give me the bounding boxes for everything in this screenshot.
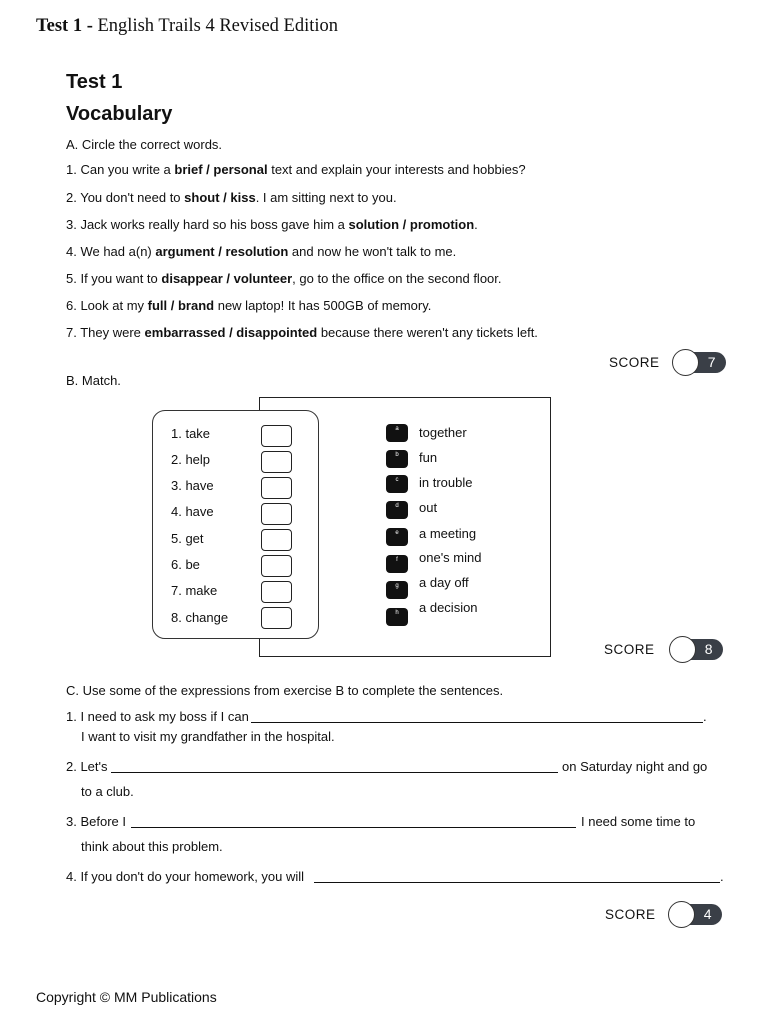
score-input-circle[interactable] — [668, 901, 695, 928]
score-total: 7 — [682, 352, 726, 373]
match-left-item: 2. help — [171, 452, 211, 467]
question-c1-continued: I want to visit my grandfather in the hospital. — [81, 729, 335, 744]
answer-line[interactable] — [131, 827, 576, 828]
header-test-label: Test 1 - — [36, 16, 93, 36]
answer-box[interactable] — [261, 503, 292, 525]
section-a-instruction: A. Circle the correct words. — [66, 137, 223, 152]
match-left-item: 4. have — [171, 504, 214, 519]
header-book-title: English Trails 4 Revised Edition — [97, 16, 339, 36]
match-left-item: 1. take — [171, 426, 211, 441]
document-header — [36, 16, 338, 37]
answer-box[interactable] — [261, 425, 292, 447]
answer-box[interactable] — [261, 451, 292, 473]
question-c2-continued: to a club. — [81, 784, 134, 799]
section-b-instruction: B. Match. — [66, 373, 121, 388]
question-a3: 3. Jack works really hard so his boss gave him a solution / promotion. — [66, 217, 478, 232]
question-c4: 4. If you don't do your homework, you will — [66, 869, 305, 884]
letter-marker: e — [386, 528, 408, 546]
letter-marker: h — [386, 608, 408, 626]
score-total: 8 — [679, 639, 723, 660]
match-right-item: a day off — [419, 575, 469, 590]
question-c1: 1. I need to ask my boss if I can — [66, 709, 249, 724]
match-right-item: in trouble — [419, 475, 473, 490]
question-c2: 2. Let's — [66, 759, 108, 774]
question-c3: 3. Before I — [66, 814, 126, 829]
match-left-item: 7. make — [171, 583, 218, 598]
section-title: Vocabulary — [66, 103, 173, 125]
answer-box[interactable] — [261, 607, 292, 629]
match-right-item: a decision — [419, 600, 478, 615]
score-input-circle[interactable] — [672, 349, 699, 376]
word-choice[interactable]: embarrassed / disappointed — [144, 325, 318, 340]
question-c4-end: . — [720, 869, 724, 884]
letter-marker: d — [386, 501, 408, 519]
answer-box[interactable] — [261, 581, 292, 603]
question-c3-end: I need some time to — [581, 814, 696, 829]
question-a4: 4. We had a(n) argument / resolution and now he won't talk to me. — [66, 244, 457, 259]
question-a2: 2. You don't need to shout / kiss. I am sitting next to you. — [66, 190, 397, 205]
match-left-card — [152, 410, 319, 639]
answer-box[interactable] — [261, 529, 292, 551]
match-right-item: together — [419, 425, 467, 440]
match-left-item: 8. change — [171, 610, 229, 625]
answer-line[interactable] — [251, 722, 703, 723]
score-label: SCORE — [604, 642, 655, 657]
word-choice[interactable]: full / brand — [147, 298, 215, 313]
score-pill — [669, 636, 723, 663]
match-right-item: one's mind — [419, 550, 482, 565]
score-pill — [672, 349, 726, 376]
question-c3-continued: think about this problem. — [81, 839, 223, 854]
letter-marker: f — [386, 555, 408, 573]
answer-box[interactable] — [261, 555, 292, 577]
question-c1-end: . — [703, 709, 707, 724]
match-left-item: 3. have — [171, 478, 214, 493]
match-left-item: 5. get — [171, 531, 204, 546]
letter-marker: c — [386, 475, 408, 493]
score-a — [609, 349, 726, 376]
letter-marker: a — [386, 424, 408, 442]
score-input-circle[interactable] — [669, 636, 696, 663]
score-pill — [668, 901, 722, 928]
question-a1: 1. Can you write a brief / personal text and explain your interests and hobbies? — [66, 162, 526, 177]
score-label: SCORE — [609, 355, 660, 370]
word-choice[interactable]: shout / kiss — [184, 190, 256, 205]
score-c — [605, 901, 722, 928]
letter-marker: g — [386, 581, 408, 599]
copyright-notice: Copyright © MM Publications — [36, 989, 217, 1005]
test-title: Test 1 — [66, 71, 123, 93]
match-right-item: fun — [419, 450, 438, 465]
score-b — [604, 636, 723, 663]
section-c-instruction: C. Use some of the expressions from exercise B to complete the sentences. — [66, 683, 504, 698]
letter-marker: b — [386, 450, 408, 468]
word-choice[interactable]: solution / promotion — [348, 217, 475, 232]
answer-line[interactable] — [314, 882, 720, 883]
match-right-item: out — [419, 500, 438, 515]
question-c2-end: on Saturday night and go — [562, 759, 708, 774]
question-a6: 6. Look at my full / brand new laptop! It has 500GB of memory. — [66, 298, 432, 313]
match-left-item: 6. be — [171, 557, 200, 572]
answer-box[interactable] — [261, 477, 292, 499]
word-choice[interactable]: disappear / volunteer — [161, 271, 293, 286]
word-choice[interactable]: brief / personal — [174, 162, 268, 177]
match-right-item: a meeting — [419, 526, 477, 541]
question-a5: 5. If you want to disappear / volunteer, go to the office on the second floor. — [66, 271, 502, 286]
question-a7: 7. They were embarrassed / disappointed because there weren't any tickets left. — [66, 325, 538, 340]
word-choice[interactable]: argument / resolution — [155, 244, 289, 259]
score-label: SCORE — [605, 907, 656, 922]
answer-line[interactable] — [111, 772, 558, 773]
score-total: 4 — [678, 904, 722, 925]
